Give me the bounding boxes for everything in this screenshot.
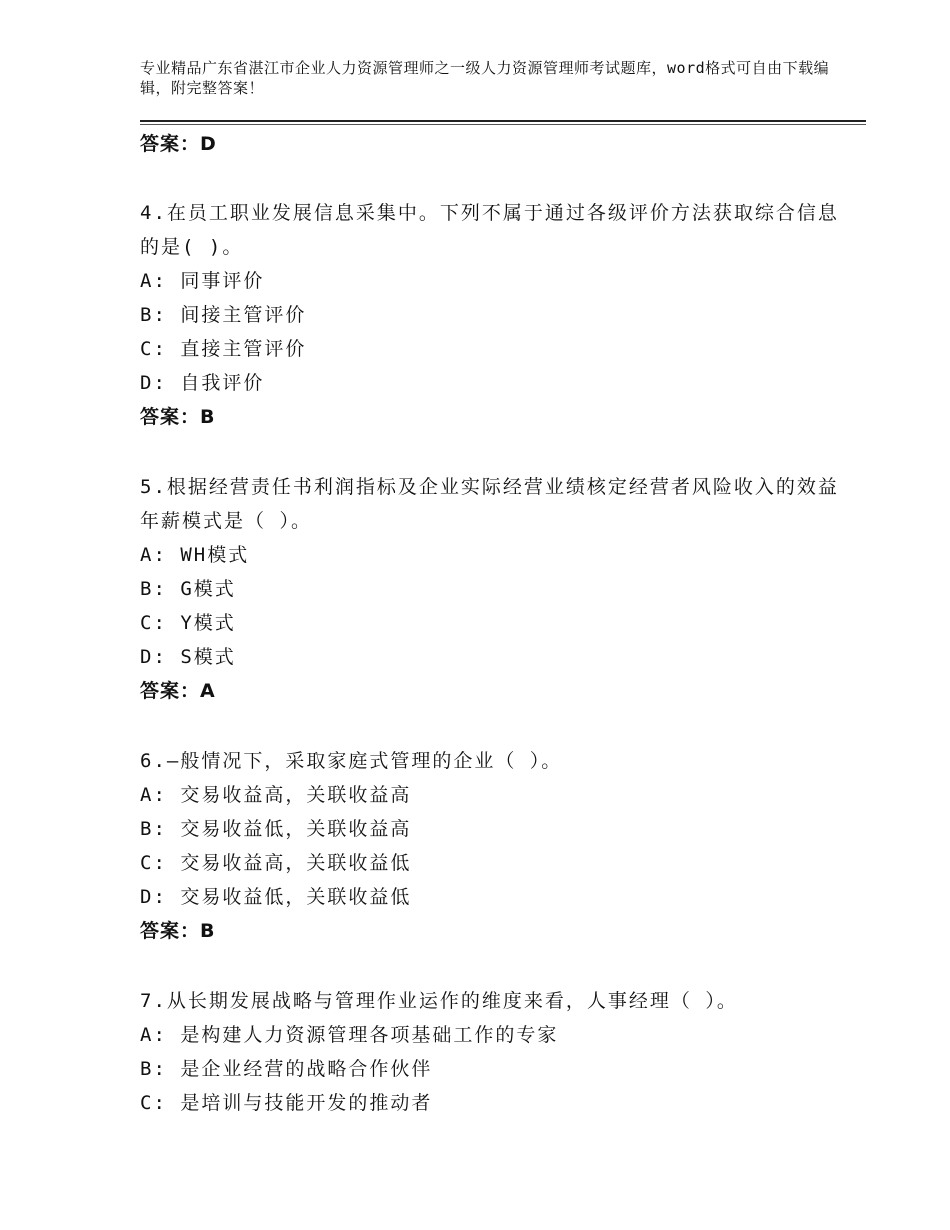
option-c: C: 是培训与技能开发的推动者	[140, 1092, 433, 1114]
option-b: B: 交易收益低，关联收益高	[140, 818, 412, 840]
option-b: B: 是企业经营的战略合作伙伴	[140, 1058, 433, 1080]
option-b: B: G模式	[140, 578, 236, 600]
previous-answer: 答案：D	[140, 133, 217, 155]
question-text: 5.根据经营责任书利润指标及企业实际经营业绩核定经营者风险收入的效益年薪模式是（ ）。	[140, 476, 839, 532]
option-d: D: 交易收益低，关联收益低	[140, 886, 412, 908]
option-c: C: 直接主管评价	[140, 338, 307, 360]
header-divider-thin	[140, 124, 866, 125]
question-text: 6.—般情况下，采取家庭式管理的企业（ ）。	[140, 750, 563, 772]
option-a: A: 是构建人力资源管理各项基础工作的专家	[140, 1024, 559, 1046]
answer: 答案：A	[140, 680, 216, 702]
question-4	[140, 196, 840, 434]
question-6	[140, 744, 840, 948]
option-a: A: 交易收益高，关联收益高	[140, 784, 412, 806]
question-text: 7.从长期发展战略与管理作业运作的维度来看，人事经理（ ）。	[140, 990, 738, 1012]
option-a: A: 同事评价	[140, 270, 265, 292]
question-text: 4.在员工职业发展信息采集中。下列不属于通过各级评价方法获取综合信息的是( )。	[140, 202, 839, 258]
answer: 答案：B	[140, 406, 216, 428]
option-a: A: WH模式	[140, 544, 250, 566]
header-divider	[140, 120, 866, 122]
option-c: C: 交易收益高，关联收益低	[140, 852, 412, 874]
document-body	[140, 128, 840, 1120]
option-d: D: S模式	[140, 646, 236, 668]
option-d: D: 自我评价	[140, 372, 265, 394]
option-b: B: 间接主管评价	[140, 304, 307, 326]
option-c: C: Y模式	[140, 612, 236, 634]
document-header: 专业精品广东省湛江市企业人力资源管理师之一级人力资源管理师考试题库，word格式可自由下载编辑，附完整答案！	[140, 59, 830, 97]
question-5	[140, 470, 840, 708]
question-7	[140, 984, 840, 1120]
answer: 答案：B	[140, 920, 216, 942]
